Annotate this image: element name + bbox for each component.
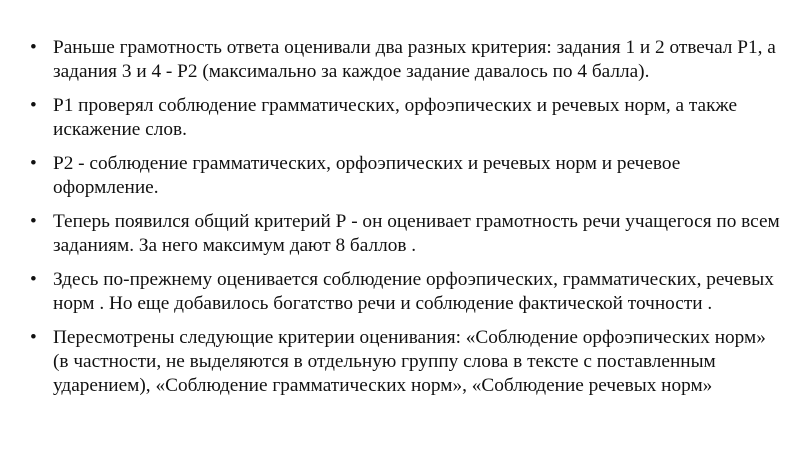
bullet-dot-icon: • bbox=[30, 269, 37, 290]
bullet-list bbox=[30, 36, 782, 408]
bullet-dot-icon: • bbox=[30, 327, 37, 348]
bullet-item bbox=[30, 210, 782, 258]
bullet-text: Р1 проверял соблюдение грамматических, орфоэпических и речевых норм, а также искажение слов. bbox=[53, 95, 738, 140]
bullet-text: Здесь по-прежнему оценивается соблюдение орфоэпических, грамматических, речевых норм . Но еще добавилось богатство речи и соблюдение фактической точности . bbox=[53, 269, 774, 314]
bullet-dot-icon: • bbox=[30, 211, 37, 232]
bullet-text: Раньше грамотность ответа оценивали два разных критерия: задания 1 и 2 отвечал Р1, а задания 3 и 4 - Р2 (максимально за каждое задание давалось по 4 балла). bbox=[53, 37, 776, 82]
bullet-item bbox=[30, 326, 782, 398]
bullet-dot-icon: • bbox=[30, 37, 37, 58]
bullet-dot-icon: • bbox=[30, 95, 37, 116]
bullet-text: Пересмотрены следующие критерии оценивания: «Соблюдение орфоэпических норм» (в частности, не выделяются в отдельную группу слова в тексте с поставленным ударением), «Соблюдение грамматических норм», «Соблюдение речевых норм» bbox=[53, 327, 766, 396]
bullet-dot-icon: • bbox=[30, 153, 37, 174]
bullet-item bbox=[30, 268, 782, 316]
bullet-item bbox=[30, 152, 782, 200]
bullet-text: Теперь появился общий критерий Р - он оценивает грамотность речи учащегося по всем заданиям. За него максимум дают 8 баллов . bbox=[53, 211, 780, 256]
bullet-text: Р2 - соблюдение грамматических, орфоэпических и речевых норм и речевое оформление. bbox=[53, 153, 681, 198]
bullet-item bbox=[30, 94, 782, 142]
bullet-item bbox=[30, 36, 782, 84]
